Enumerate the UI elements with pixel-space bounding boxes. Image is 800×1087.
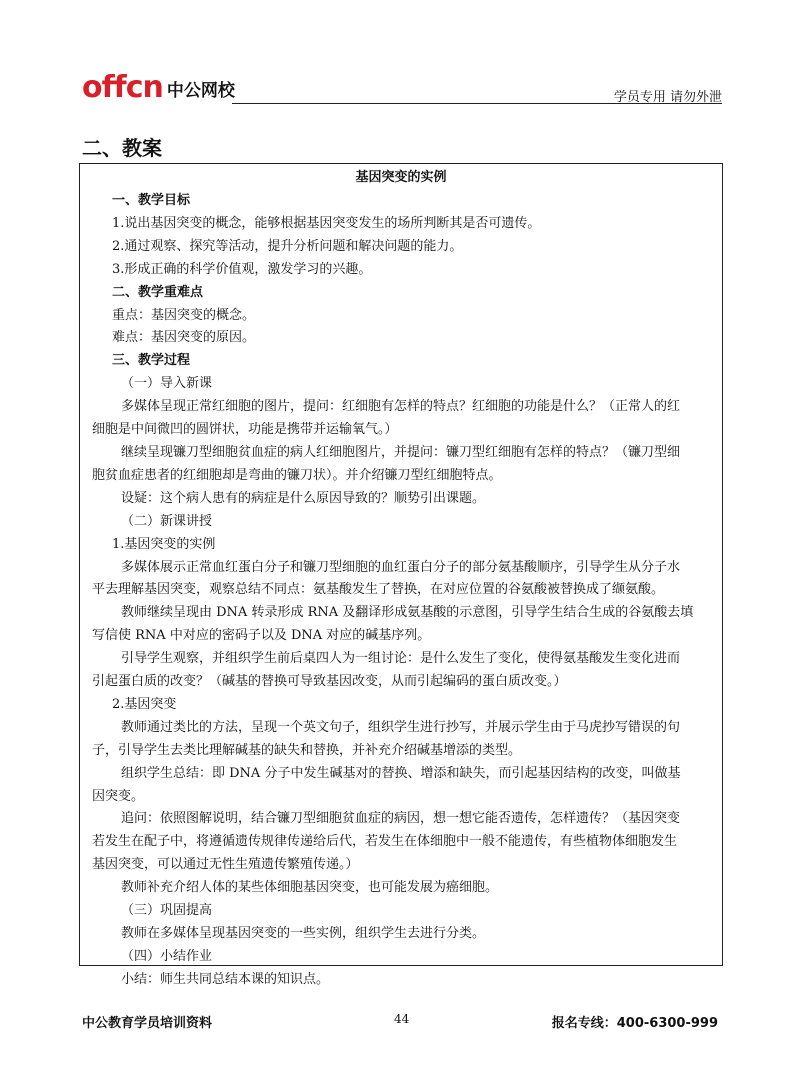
plan-line: 2.基因突变 — [112, 696, 177, 712]
plan-line: 小结：师生共同总结本课的知识点。 — [121, 971, 330, 987]
plan-line: 继续呈现镰刀型细胞贫血症的病人红细胞图片，并提问：镰刀型红细胞有怎样的特点？（镰刀型细 — [121, 444, 681, 460]
plan-line: （四）小结作业 — [121, 948, 213, 964]
plan-line: 因突变。 — [92, 788, 145, 804]
page-number: 44 — [394, 1012, 410, 1026]
plan-line: 多媒体呈现正常红细胞的图片，提问：红细胞有怎样的特点？红细胞的功能是什么？（正常人的红 — [121, 399, 681, 415]
lesson-plan-body — [92, 190, 710, 992]
plan-line: （一）导入新课 — [121, 376, 213, 392]
header-tag: 学员专用 请勿外泄 — [613, 90, 722, 105]
footer-hotline: 报名专线：400-6300-999 — [551, 1016, 718, 1031]
logo-brand: offcn — [82, 70, 163, 105]
page-header — [82, 66, 722, 110]
plan-line: 设疑：这个病人患有的病症是什么原因导致的？顺势引出课题。 — [121, 490, 486, 506]
plan-line: 教师继续呈现由 DNA 转录形成 RNA 及翻译形成氨基酸的示意图，引导学生结合生成的谷氨酸去填 — [121, 605, 694, 621]
plan-line: 2.通过观察、探究等活动，提升分析问题和解决问题的能力。 — [112, 238, 463, 254]
lesson-plan-title: 基因突变的实例 — [355, 170, 447, 185]
section-title: 二、教案 — [82, 136, 162, 160]
plan-line: 组织学生总结：即 DNA 分子中发生碱基对的替换、增添和缺失，而引起基因结构的改变，叫做基 — [121, 765, 681, 781]
plan-line: 教师通过类比的方法，呈现一个英文句子，组织学生进行抄写，并展示学生由于马虎抄写错误的句 — [121, 719, 681, 735]
plan-line: 写信使 RNA 中对应的密码子以及 DNA 对应的碱基序列。 — [92, 628, 431, 644]
plan-line: 子，引导学生去类比理解碱基的缺失和替换，并补充介绍碱基增添的类型。 — [92, 742, 522, 758]
plan-line: 教师补充介绍人体的某些体细胞基因突变，也可能发展为癌细胞。 — [121, 880, 499, 896]
plan-line: （二）新课讲授 — [121, 513, 213, 529]
plan-line: 引起蛋白质的改变？（碱基的替换可导致基因改变，从而引起编码的蛋白质改变。） — [92, 674, 567, 690]
offcn-logo — [82, 70, 235, 104]
plan-line: 追问：依照图解说明，结合镰刀型细胞贫血症的病因，想一想它能否遗传，怎样遗传？（基因突变 — [121, 811, 681, 827]
lesson-plan-box — [79, 163, 723, 987]
plan-line: 引导学生观察，并组织学生前后桌四人为一组讨论：是什么发生了变化，使得氨基酸发生变化进而 — [121, 651, 681, 667]
plan-line: 细胞是中间微凹的圆饼状，功能是携带并运输氧气。） — [92, 422, 398, 438]
plan-line: 胞贫血症患者的红细胞却是弯曲的镰刀状）。并介绍镰刀型红细胞特点。 — [92, 467, 502, 483]
plan-heading: 二、教学重难点 — [112, 284, 204, 300]
plan-line: 多媒体展示正常血红蛋白分子和镰刀型细胞的血红蛋白分子的部分氨基酸顺序，引导学生从分子水 — [121, 559, 681, 575]
plan-line: 1.说出基因突变的概念，能够根据基因突变发生的场所判断其是否可遗传。 — [112, 215, 541, 231]
plan-line: 重点：基因突变的概念。 — [112, 307, 256, 323]
plan-heading: 三、教学过程 — [112, 353, 191, 369]
plan-line: （三）巩固提高 — [121, 903, 213, 919]
plan-line: 基因突变，可以通过无性生殖遗传繁殖传递。） — [92, 857, 359, 873]
footer-left: 中公教育学员培训资料 — [82, 1016, 213, 1031]
plan-line: 1.基因突变的实例 — [112, 536, 216, 552]
plan-line: 若发生在配子中，将遵循遗传规律传递给后代，若发生在体细胞中一般不能遗传，有些植物体细胞发生 — [92, 834, 678, 850]
plan-line: 平去理解基因突变，观察总结不同点：氨基酸发生了替换，在对应位置的谷氨酸被替换成了缬氨酸。 — [92, 582, 665, 598]
plan-heading: 一、教学目标 — [112, 193, 191, 208]
plan-line: 难点：基因突变的原因。 — [112, 330, 256, 346]
plan-line: 3.形成正确的科学价值观，激发学习的兴趣。 — [112, 261, 372, 277]
logo-name: 中公网校 — [166, 81, 235, 101]
plan-line: 教师在多媒体呈现基因突变的一些实例，组织学生去进行分类。 — [121, 926, 486, 941]
